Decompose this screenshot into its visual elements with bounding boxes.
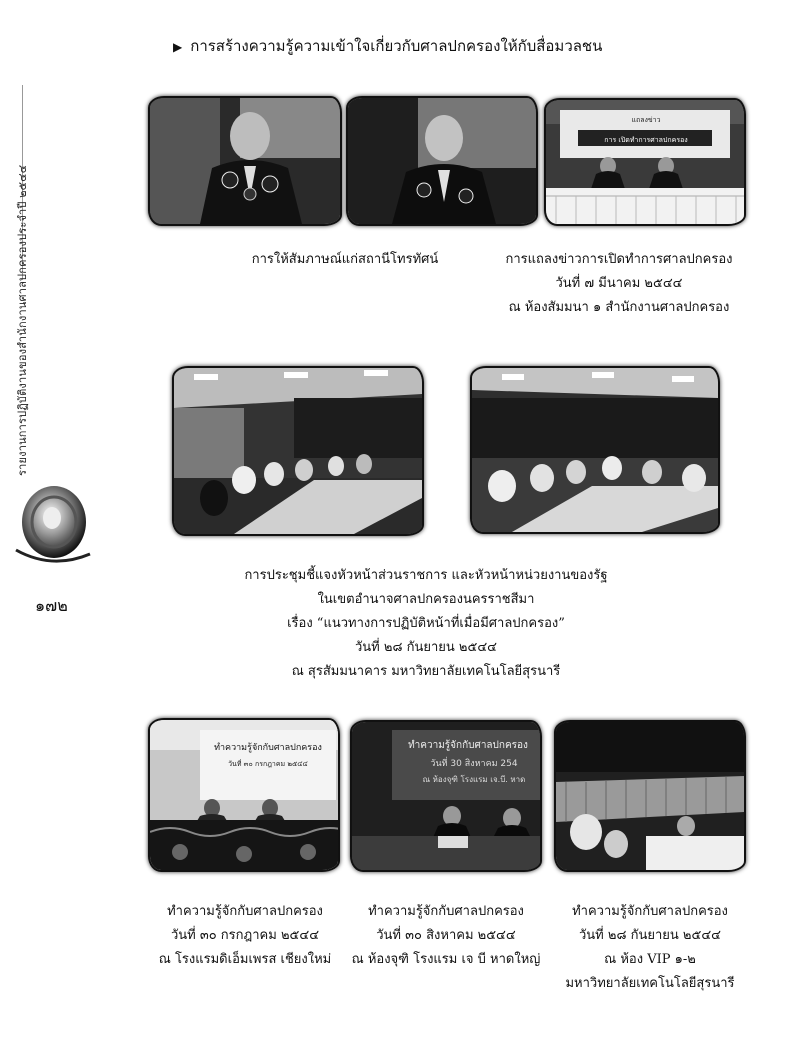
photo-press-conference [546, 100, 744, 224]
photo-seminar-chiangmai [150, 720, 338, 870]
press-sign-title: แถลงข่าว [631, 116, 661, 124]
caption-meeting: การประชุมชี้แจงหัวหน้าส่วนราชการ และหัวหน้าหน่วยงานของรัฐ ในเขตอำนาจศาลปกครองนครราชสีมา เรื่อง “แนวทางการปฏิบัติหน้าที่เมื่อมีศาลปกครอง” วันที่ ๒๘ กันยายน ๒๕๔๔ ณ สุรสัมมนาคาร มหาวิทยาลัยเทคโนโลยีสุรนารี [244, 568, 608, 679]
photo-meeting-2 [472, 368, 718, 532]
seminar2-sign-title: ทำความรู้จักกับศาลปกครอง [408, 740, 528, 751]
triangle-bullet-icon: ▶ [173, 40, 183, 54]
caption-press-conference: การแถลงข่าวการเปิดทำการศาลปกครอง วันที่ ๗ มีนาคม ๒๕๔๔ ณ ห้องสัมมนา ๑ สำนักงานศาลปกครอง [505, 252, 733, 315]
section-heading: ▶ การสร้างความรู้ความเข้าใจเกี่ยวกับศาลปกครองให้กับสื่อมวลชน [173, 37, 603, 55]
running-header: รายงานการปฏิบัติงานของสำนักงานศาลปกครองประจำปี ๒๕๔๔ [16, 164, 29, 476]
photo-meeting-1 [174, 368, 422, 534]
photo-tv-interview-2 [348, 98, 536, 224]
photo-seminar-korat [556, 722, 744, 870]
seminar2-sign-venue: ณ ห้องจุฑิ โรงแรม เจ.บี. หาด [422, 775, 526, 784]
caption-seminar-chiangmai: ทำความรู้จักกับศาลปกครอง วันที่ ๓๐ กรกฎาคม ๒๕๔๔ ณ โรงแรมดิเอ็มเพรส เชียงใหม่ [158, 904, 332, 967]
photo-seminar-hatyai [352, 722, 540, 870]
seminar1-sign-date: วันที่ ๓๐ กรกฎาคม ๒๕๔๔ [228, 760, 308, 768]
caption-seminar-korat: ทำความรู้จักกับศาลปกครอง วันที่ ๒๘ กันยายน ๒๕๔๔ ณ ห้อง VIP ๑-๒ มหาวิทยาลัยเทคโนโลยีสุรนารี [565, 904, 735, 991]
caption-tv-interview: การให้สัมภาษณ์แก่สถานีโทรทัศน์ [251, 252, 439, 267]
photo-tv-interview-1 [150, 98, 340, 224]
seminar2-sign-date: วันที่ 30 สิงหาคม 254 [430, 759, 518, 769]
decorative-disc-icon [12, 480, 92, 570]
page-number: ๑๗๒ [35, 596, 68, 615]
caption-seminar-hatyai: ทำความรู้จักกับศาลปกครอง วันที่ ๓๐ สิงหาคม ๒๕๔๔ ณ ห้องจุฑิ โรงแรม เจ บี หาดใหญ่ [351, 904, 541, 967]
press-sign-subtitle: การ เปิดทำการศาลปกครอง [604, 136, 688, 144]
seminar1-sign-title: ทำความรู้จักกับศาลปกครอง [214, 743, 322, 753]
